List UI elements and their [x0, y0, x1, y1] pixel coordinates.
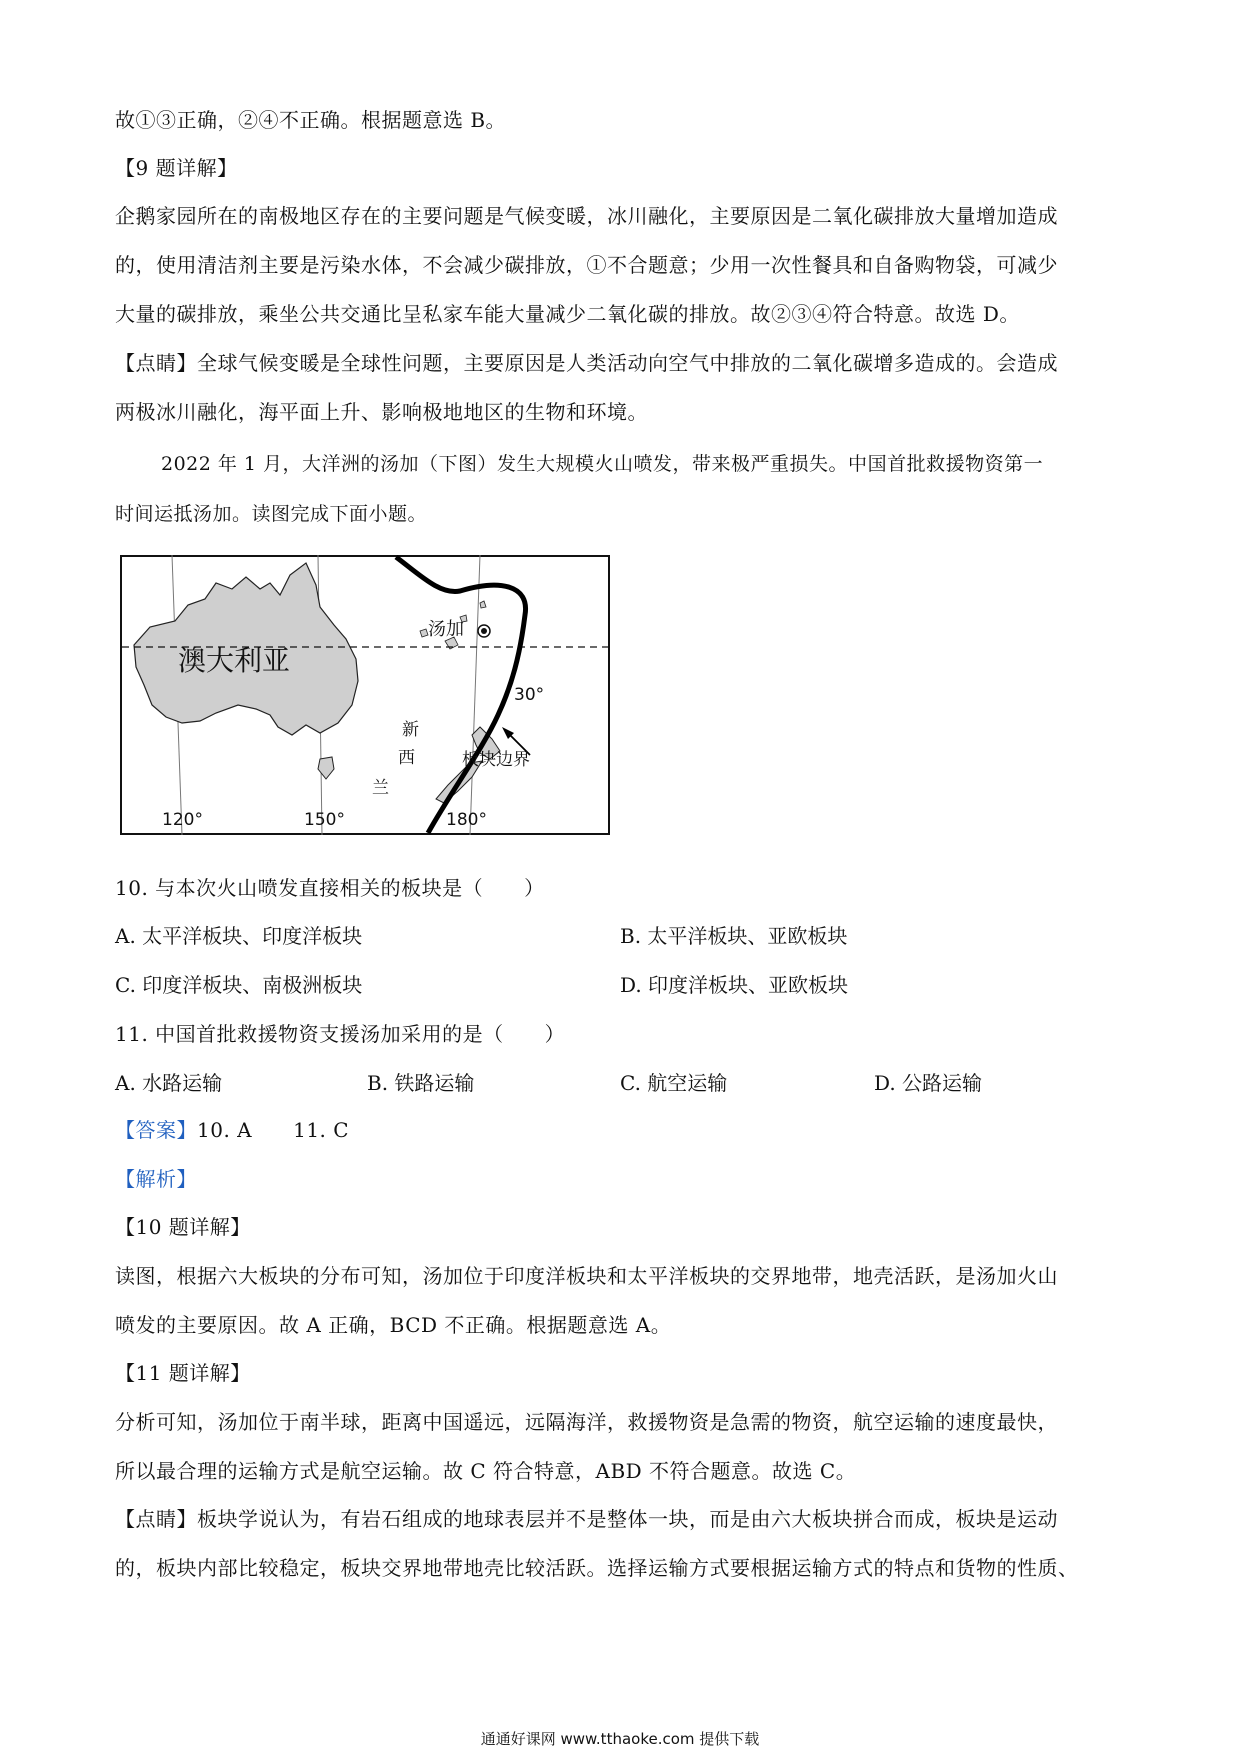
q11-option-b: B. 铁路运输: [367, 1071, 475, 1095]
answer-label: 【答案】: [115, 1118, 197, 1142]
q10-text-line-1: 读图，根据六大板块的分布可知，汤加位于印度洋板块和太平洋板块的交界地带，地壳活跃，是汤加火山: [115, 1264, 1058, 1288]
lon-120-label: 120°: [162, 810, 203, 830]
q10-stem: 10. 与本次火山喷发直接相关的板块是（ ）: [115, 876, 545, 900]
q10-text-line-2: 喷发的主要原因。故 A 正确，BCD 不正确。根据题意选 A。: [115, 1313, 672, 1337]
q10-heading: 【10 题详解】: [115, 1215, 251, 1239]
lon-180-label: 180°: [446, 810, 487, 830]
tip-2-line-1: 【点睛】板块学说认为，有岩石组成的地球表层并不是整体一块，而是由六大板块拼合而成，板块是运动: [115, 1507, 1058, 1531]
q11-option-a: A. 水路运输: [115, 1071, 223, 1095]
tip-1-line-1: 【点睛】全球气候变暖是全球性问题，主要原因是人类活动向空气中排放的二氧化碳增多造成的。会造成: [115, 351, 1058, 375]
passage-line-2: 时间运抵汤加。读图完成下面小题。: [115, 503, 428, 525]
answer-text: 10. A 11. C: [197, 1118, 350, 1142]
lat-30-label: 30°: [514, 685, 545, 705]
q10-option-d: D. 印度洋板块、亚欧板块: [620, 973, 849, 997]
q9-text-line-1: 企鹅家园所在的南极地区存在的主要问题是气候变暖，冰川融化，主要原因是二氧化碳排放大量增加造成: [115, 204, 1058, 228]
q11-text-line-2: 所以最合理的运输方式是航空运输。故 C 符合特意，ABD 不符合题意。故选 C。: [115, 1459, 857, 1483]
tonga-marker-dot: [481, 628, 487, 634]
q8-conclusion: 故①③正确，②④不正确。根据题意选 B。: [115, 108, 507, 132]
tip-1-line-2: 两极冰川融化，海平面上升、影响极地地区的生物和环境。: [115, 400, 648, 424]
australia-label: 澳大利亚: [178, 644, 291, 677]
q11-option-d: D. 公路运输: [874, 1071, 983, 1095]
tonga-map: [120, 555, 610, 835]
q9-heading: 【9 题详解】: [115, 156, 238, 180]
answer-line: [115, 1116, 349, 1144]
q11-stem: 11. 中国首批救援物资支援汤加采用的是（ ）: [115, 1022, 566, 1046]
tonga-label: 汤加: [428, 619, 464, 640]
tip-2-line-2: 的，板块内部比较稳定，板块交界地带地壳比较活跃。选择运输方式要根据运输方式的特点和货物的性质、: [115, 1556, 1079, 1580]
q10-option-b: B. 太平洋板块、亚欧板块: [620, 924, 848, 948]
nz-label-2: 西: [398, 748, 415, 768]
nz-label-1: 新: [402, 720, 419, 740]
q10-option-c: C. 印度洋板块、南极洲板块: [115, 973, 363, 997]
q11-heading: 【11 题详解】: [115, 1361, 251, 1385]
analysis-label: 【解析】: [115, 1167, 197, 1191]
q11-option-c: C. 航空运输: [620, 1071, 728, 1095]
q10-option-a: A. 太平洋板块、印度洋板块: [115, 924, 363, 948]
nz-label-3: 兰: [372, 778, 389, 798]
plate-boundary-label: 板块边界: [462, 750, 530, 770]
lon-150-label: 150°: [304, 810, 345, 830]
q9-text-line-2: 的，使用清洁剂主要是污染水体，不会减少碳排放，①不合题意；少用一次性餐具和自备购物袋，可减少: [115, 253, 1058, 277]
page-footer[interactable]: 通通好课网 www.tthaoke.com 提供下载: [480, 1730, 760, 1748]
q9-text-line-3: 大量的碳排放，乘坐公共交通比呈私家车能大量减少二氧化碳的排放。故②③④符合特意。故选 D。: [115, 302, 1020, 326]
q11-text-line-1: 分析可知，汤加位于南半球，距离中国遥远，远隔海洋，救援物资是急需的物资，航空运输的速度最快，: [115, 1410, 1058, 1434]
passage-line-1: 2022 年 1 月，大洋洲的汤加（下图）发生大规模火山喷发，带来极严重损失。中国首批救援物资第一: [161, 453, 1044, 475]
